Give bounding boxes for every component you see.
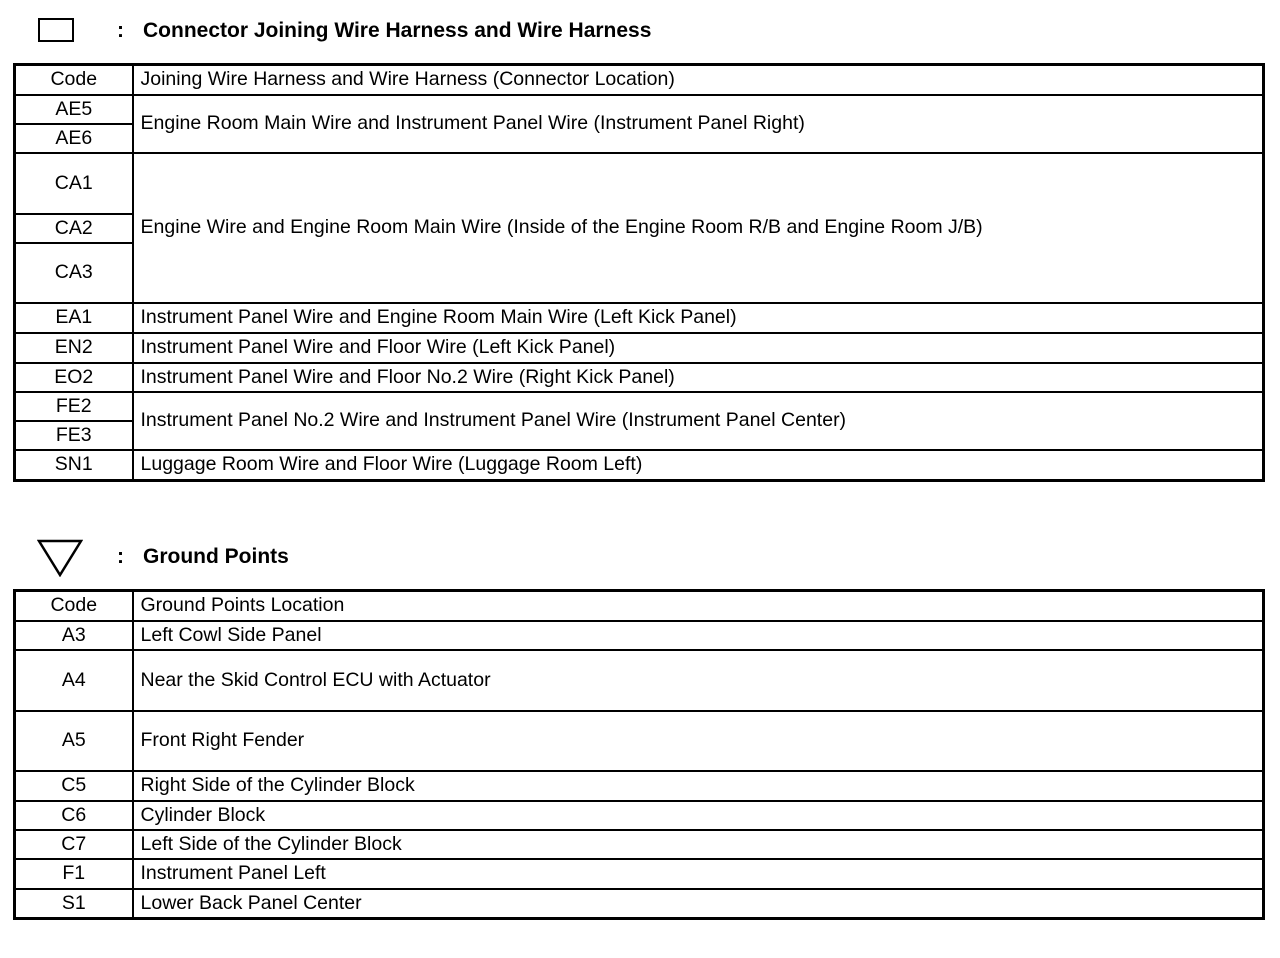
- table-row: [15, 889, 1264, 919]
- ground-code-cell: C7: [15, 830, 133, 859]
- table-row: [15, 153, 1264, 214]
- ground-description-cell: Right Side of the Cylinder Block: [133, 771, 1264, 801]
- ground-code-cell: A4: [15, 650, 133, 711]
- table-row: [15, 333, 1264, 363]
- ground-code-cell: C5: [15, 771, 133, 801]
- connector-description-cell: Engine Room Main Wire and Instrument Panel Wire (Instrument Panel Right): [133, 95, 1264, 153]
- connector-section-colon: :: [117, 19, 124, 42]
- ground-description-cell: Near the Skid Control ECU with Actuator: [133, 650, 1264, 711]
- table-row: [15, 450, 1264, 481]
- connector-description-cell: Instrument Panel Wire and Engine Room Main Wire (Left Kick Panel): [133, 303, 1264, 333]
- table-row: [15, 95, 1264, 124]
- ground-table-header-row: [15, 591, 1264, 622]
- table-row: [15, 650, 1264, 711]
- table-row: [15, 801, 1264, 830]
- connector-code-cell: FE3: [15, 421, 133, 450]
- ground-description-cell: Left Cowl Side Panel: [133, 621, 1264, 650]
- connector-header-description: Joining Wire Harness and Wire Harness (Connector Location): [133, 65, 1264, 96]
- connector-header-code: Code: [15, 65, 133, 96]
- ground-section-header: [0, 525, 1280, 568]
- ground-description-cell: Front Right Fender: [133, 711, 1264, 771]
- connector-code-cell: CA3: [15, 243, 133, 303]
- connector-table: [13, 63, 1265, 482]
- connector-code-cell: CA1: [15, 153, 133, 214]
- ground-description-cell: Cylinder Block: [133, 801, 1264, 830]
- square-box-icon: [38, 18, 74, 42]
- connector-code-cell: EN2: [15, 333, 133, 363]
- ground-code-cell: F1: [15, 859, 133, 889]
- ground-code-cell: S1: [15, 889, 133, 919]
- table-row: [15, 303, 1264, 333]
- connector-code-cell: AE5: [15, 95, 133, 124]
- connector-description-cell: Luggage Room Wire and Floor Wire (Luggage Room Left): [133, 450, 1264, 481]
- ground-code-cell: A3: [15, 621, 133, 650]
- ground-section-title: Ground Points: [143, 545, 289, 568]
- table-row: [15, 392, 1264, 421]
- table-row: [15, 859, 1264, 889]
- ground-header-code: Code: [15, 591, 133, 622]
- connector-description-cell: Instrument Panel Wire and Floor Wire (Left Kick Panel): [133, 333, 1264, 363]
- connector-table-header-row: [15, 65, 1264, 96]
- ground-code-cell: C6: [15, 801, 133, 830]
- connector-description-cell: Instrument Panel Wire and Floor No.2 Wire (Right Kick Panel): [133, 363, 1264, 392]
- connector-code-cell: FE2: [15, 392, 133, 421]
- table-row: [15, 711, 1264, 771]
- ground-description-cell: Lower Back Panel Center: [133, 889, 1264, 919]
- connector-code-cell: EA1: [15, 303, 133, 333]
- table-row: [15, 363, 1264, 392]
- ground-table: [13, 589, 1265, 920]
- connector-code-cell: SN1: [15, 450, 133, 481]
- connector-section-header: [0, 0, 1280, 40]
- ground-section-colon: :: [117, 545, 124, 568]
- connector-description-cell: Engine Wire and Engine Room Main Wire (Inside of the Engine Room R/B and Engine Room J/B): [133, 153, 1264, 303]
- ground-header-description: Ground Points Location: [133, 591, 1264, 622]
- ground-description-cell: Left Side of the Cylinder Block: [133, 830, 1264, 859]
- connector-section-title: Connector Joining Wire Harness and Wire Harness: [143, 19, 652, 42]
- inverted-triangle-icon: [37, 539, 83, 577]
- ground-code-cell: A5: [15, 711, 133, 771]
- connector-description-cell: Instrument Panel No.2 Wire and Instrument Panel Wire (Instrument Panel Center): [133, 392, 1264, 450]
- connector-code-cell: AE6: [15, 124, 133, 153]
- connector-code-cell: CA2: [15, 214, 133, 243]
- table-row: [15, 621, 1264, 650]
- connector-code-cell: EO2: [15, 363, 133, 392]
- ground-description-cell: Instrument Panel Left: [133, 859, 1264, 889]
- table-row: [15, 830, 1264, 859]
- table-row: [15, 771, 1264, 801]
